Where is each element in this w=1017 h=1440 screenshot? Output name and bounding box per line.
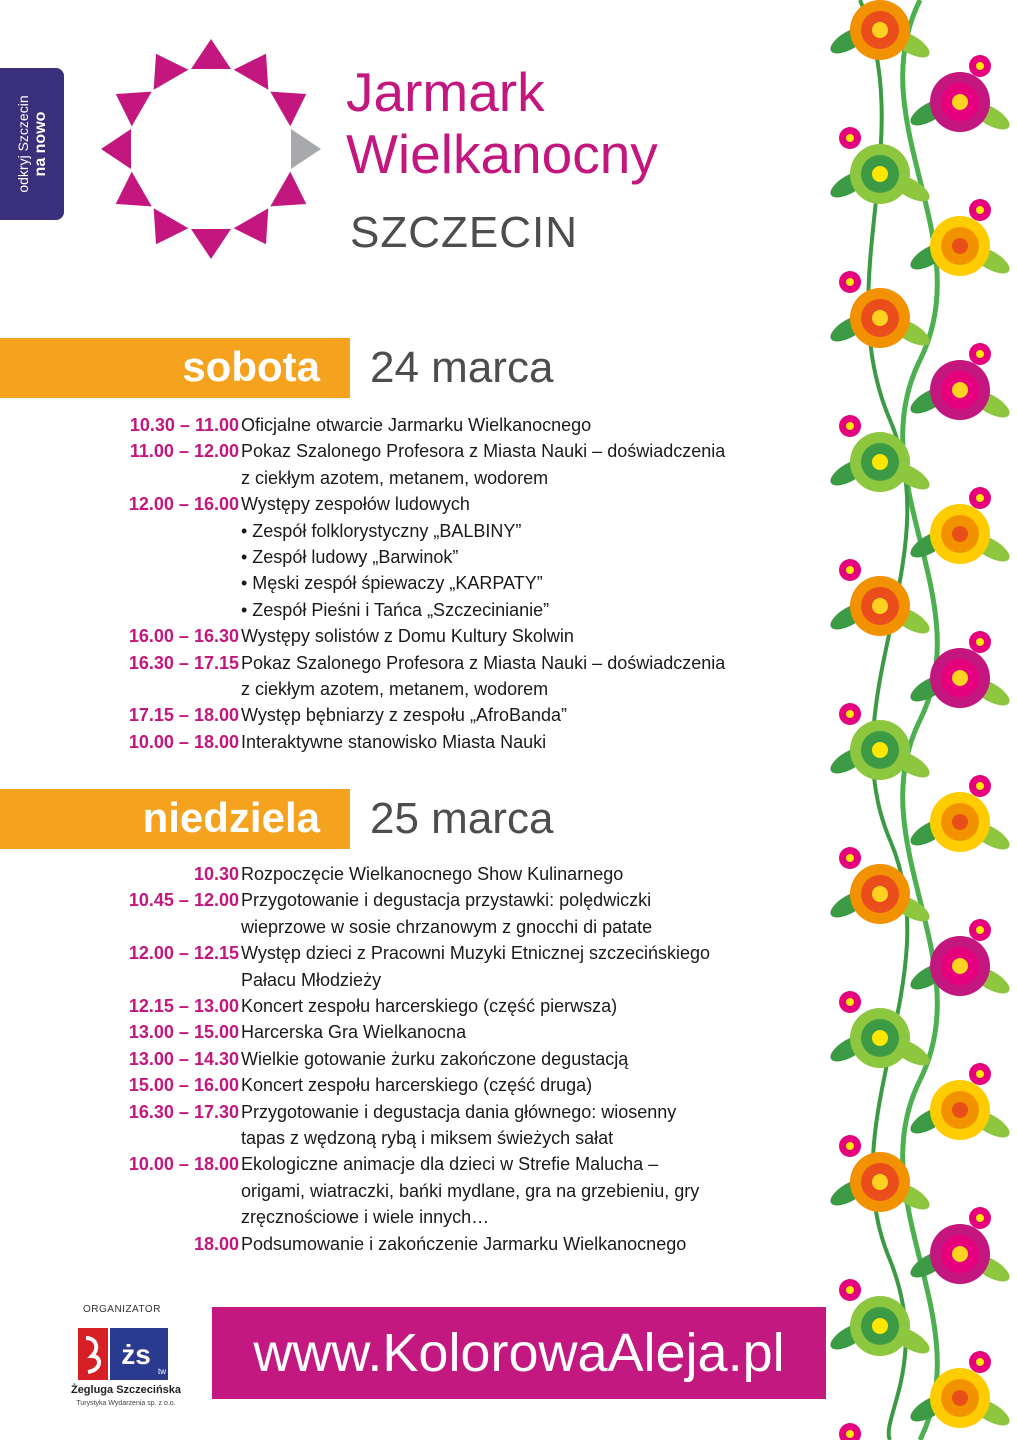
event-description bbox=[241, 702, 781, 728]
event-line: Koncert zespołu harcerskiego (część druga) bbox=[241, 1075, 593, 1096]
folk-small-center bbox=[976, 1358, 984, 1366]
event-line: Występy solistów z Domu Kultury Skolwin bbox=[241, 626, 574, 647]
folk-small-center bbox=[846, 998, 854, 1006]
folk-flower-center bbox=[952, 1246, 968, 1262]
event-line: Pałacu Młodzieży bbox=[241, 969, 382, 990]
folk-flower-center bbox=[872, 742, 888, 758]
folk-small-center bbox=[976, 206, 984, 214]
logo-triangle bbox=[116, 92, 152, 127]
event-line: Pokaz Szalonego Profesora z Miasta Nauki – doświadczenia bbox=[241, 652, 726, 673]
folk-small-center bbox=[976, 1070, 984, 1078]
folk-flower-center bbox=[872, 1174, 888, 1190]
folk-flower-center bbox=[952, 814, 968, 830]
event-line: Występy zespołów ludowych bbox=[241, 494, 470, 515]
folk-flower-border bbox=[820, 0, 1017, 1440]
sunday-day-bar: niedziela bbox=[0, 789, 350, 849]
event-line: Przygotowanie i degustacja przystawki: polędwiczki bbox=[241, 890, 652, 911]
side-tab-line2: na nowo bbox=[32, 111, 49, 177]
city-name: SZCZECIN bbox=[350, 208, 578, 257]
schedule-row bbox=[0, 887, 800, 940]
title-line1: Jarmark bbox=[346, 61, 545, 123]
folk-small-center bbox=[846, 134, 854, 142]
folk-small-center bbox=[976, 62, 984, 70]
event-line: z ciekłym azotem, metanem, wodorem bbox=[241, 679, 549, 700]
event-description bbox=[241, 1046, 781, 1072]
folk-flower-center bbox=[952, 238, 968, 254]
folk-stem bbox=[860, 0, 907, 1440]
event-time: 10.00 – 18.00 bbox=[128, 1154, 239, 1175]
event-description bbox=[241, 940, 781, 993]
folk-small-center bbox=[846, 710, 854, 718]
event-time: 11.00 – 12.00 bbox=[129, 441, 239, 462]
folk-small-center bbox=[976, 782, 984, 790]
event-line: Oficjalne otwarcie Jarmarku Wielkanocnego bbox=[241, 415, 592, 435]
logo-triangle bbox=[154, 208, 189, 244]
schedule-row bbox=[0, 491, 800, 623]
event-time: 13.00 – 14.30 bbox=[128, 1048, 239, 1069]
folk-flower-center bbox=[952, 1102, 968, 1118]
folk-small-center bbox=[846, 1430, 854, 1438]
event-description bbox=[241, 1072, 781, 1098]
event-line: • Męski zespół śpiewaczy „KARPATY” bbox=[241, 573, 543, 594]
event-description bbox=[241, 1151, 781, 1230]
event-line: wieprzowe w sosie chrzanowym z gnocchi di patate bbox=[241, 916, 653, 937]
schedule-row bbox=[0, 438, 800, 491]
schedule-row bbox=[0, 1231, 800, 1257]
schedule-row bbox=[0, 623, 800, 649]
event-description bbox=[241, 1231, 781, 1257]
event-line: • Zespół folklorystyczny „BALBINY” bbox=[241, 520, 522, 541]
title-line2: Wielkanocny bbox=[346, 123, 658, 185]
event-line: Występ dzieci z Pracowni Muzyki Etnicznej szczecińskiego bbox=[241, 943, 711, 964]
event-line: Harcerska Gra Wielkanocna bbox=[241, 1022, 467, 1043]
event-description bbox=[241, 861, 781, 887]
folk-flower-center bbox=[952, 670, 968, 686]
folk-small-center bbox=[976, 494, 984, 502]
event-line: Występ bębniarzy z zespołu „AfroBanda” bbox=[241, 705, 567, 726]
event-time: 16.30 – 17.15 bbox=[128, 652, 239, 673]
folk-flower-center bbox=[872, 454, 888, 470]
schedule-row bbox=[0, 1099, 800, 1152]
schedule-row bbox=[0, 412, 800, 438]
schedule-row bbox=[0, 861, 800, 887]
event-description bbox=[241, 993, 781, 1019]
logo-text: żs bbox=[121, 1339, 151, 1370]
event-line: z ciekłym azotem, metanem, wodorem bbox=[241, 467, 549, 488]
schedule-row bbox=[0, 702, 800, 728]
event-time: 16.00 – 16.30 bbox=[128, 626, 239, 647]
folk-flower-center bbox=[872, 886, 888, 902]
sunday-date: 25 marca bbox=[370, 794, 554, 843]
logo-triangle bbox=[291, 129, 321, 169]
event-line: Rozpoczęcie Wielkanocnego Show Kulinarnego bbox=[241, 864, 624, 884]
event-description bbox=[241, 887, 781, 940]
event-line: • Zespół ludowy „Barwinok” bbox=[241, 547, 459, 568]
folk-small-center bbox=[976, 638, 984, 646]
schedule-row bbox=[0, 1019, 800, 1045]
event-time: 10.30 bbox=[193, 864, 239, 884]
event-description bbox=[241, 491, 781, 623]
saturday-schedule bbox=[0, 412, 800, 755]
schedule-row bbox=[0, 940, 800, 993]
folk-flower-center bbox=[952, 958, 968, 974]
event-time: 17.15 – 18.00 bbox=[128, 705, 239, 726]
event-time: 18.00 bbox=[193, 1233, 239, 1254]
event-description bbox=[241, 729, 781, 755]
folk-small-center bbox=[976, 1214, 984, 1222]
event-time: 13.00 – 15.00 bbox=[128, 1022, 239, 1043]
organizer-label: ORGANIZATOR bbox=[83, 1304, 161, 1315]
event-line: Przygotowanie i degustacja dania głównego: wiosenny bbox=[241, 1101, 677, 1122]
event-line: Podsumowanie i zakończenie Jarmarku Wielkanocnego bbox=[241, 1233, 687, 1254]
event-description bbox=[241, 650, 781, 703]
logo-triangle bbox=[234, 54, 269, 90]
sunday-schedule bbox=[0, 861, 800, 1257]
website-url[interactable]: www.KolorowaAleja.pl bbox=[212, 1307, 826, 1399]
folk-flower-center bbox=[872, 598, 888, 614]
logo-triangle bbox=[191, 39, 231, 69]
folk-flower-center bbox=[872, 1030, 888, 1046]
event-time: 10.00 – 18.00 bbox=[128, 731, 239, 752]
logo-triangle bbox=[234, 208, 269, 244]
schedule-row bbox=[0, 729, 800, 755]
logo-triangle bbox=[191, 229, 231, 259]
event-line: tapas z wędzoną rybą i miksem świeżych sałat bbox=[241, 1128, 614, 1149]
event-line: Ekologiczne animacje dla dzieci w Strefie Malucha – bbox=[241, 1154, 659, 1175]
event-time: 15.00 – 16.00 bbox=[128, 1075, 239, 1096]
event-line: Koncert zespołu harcerskiego (część pierwsza) bbox=[241, 996, 618, 1017]
logo-triangle bbox=[101, 129, 131, 169]
folk-small-center bbox=[846, 278, 854, 286]
folk-stem bbox=[903, 0, 938, 1440]
folk-flower-center bbox=[952, 94, 968, 110]
organizer-subtitle: Turystyka Wydarzenia sp. z o.o. bbox=[76, 1400, 176, 1407]
event-line: • Zespół Pieśni i Tańca „Szczecinianie” bbox=[241, 599, 550, 620]
saturday-day-bar: sobota bbox=[0, 338, 350, 398]
folk-flower-center bbox=[872, 1318, 888, 1334]
folk-flower-center bbox=[952, 526, 968, 542]
side-tab-line1: odkryj Szczecin bbox=[15, 95, 31, 193]
organizer-name: Żegluga Szczecińska bbox=[70, 1384, 182, 1396]
saturday-date: 24 marca bbox=[370, 343, 554, 392]
event-time: 12.15 – 13.00 bbox=[128, 996, 239, 1017]
event-time: 12.00 – 12.15 bbox=[128, 943, 239, 964]
folk-small-center bbox=[976, 926, 984, 934]
event-line: Pokaz Szalonego Profesora z Miasta Nauki – doświadczenia bbox=[241, 441, 726, 462]
logo-triangle bbox=[270, 172, 306, 207]
event-line: origami, wiatraczki, bańki mydlane, gra na grzebieniu, gry bbox=[241, 1180, 700, 1201]
event-description bbox=[241, 438, 781, 491]
schedule-row bbox=[0, 993, 800, 1019]
side-tab-text bbox=[15, 74, 49, 214]
logo-triangle bbox=[116, 172, 152, 207]
event-line: Wielkie gotowanie żurku zakończone degustacją bbox=[241, 1048, 629, 1069]
triangle-ring-logo bbox=[98, 36, 324, 262]
schedule-row bbox=[0, 650, 800, 703]
folk-flower-center bbox=[952, 1390, 968, 1406]
event-time: 16.30 – 17.30 bbox=[128, 1101, 239, 1122]
schedule-row bbox=[0, 1072, 800, 1098]
event-description bbox=[241, 1099, 781, 1152]
event-time: 10.30 – 11.00 bbox=[129, 415, 239, 435]
folk-small-center bbox=[846, 1286, 854, 1294]
folk-flower-center bbox=[952, 382, 968, 398]
logo-small-text: tw bbox=[158, 1367, 166, 1376]
folk-flower-center bbox=[872, 166, 888, 182]
event-time: 10.45 – 12.00 bbox=[128, 890, 239, 911]
event-line: Interaktywne stanowisko Miasta Nauki bbox=[241, 731, 547, 752]
event-description bbox=[241, 623, 781, 649]
schedule-row bbox=[0, 1151, 800, 1230]
folk-flower-center bbox=[872, 310, 888, 326]
event-line: zręcznościowe i wiele innych… bbox=[241, 1207, 490, 1228]
folk-small-center bbox=[846, 1142, 854, 1150]
event-time: 12.00 – 16.00 bbox=[128, 494, 239, 515]
folk-flower-center bbox=[872, 22, 888, 38]
event-description bbox=[241, 412, 781, 438]
side-tab bbox=[0, 68, 64, 220]
event-description bbox=[241, 1019, 781, 1045]
folk-small-center bbox=[846, 422, 854, 430]
schedule-row bbox=[0, 1046, 800, 1072]
folk-small-center bbox=[976, 350, 984, 358]
logo-triangle bbox=[270, 92, 306, 127]
folk-small-center bbox=[846, 854, 854, 862]
folk-small-center bbox=[846, 566, 854, 574]
logo-triangle bbox=[154, 54, 189, 90]
